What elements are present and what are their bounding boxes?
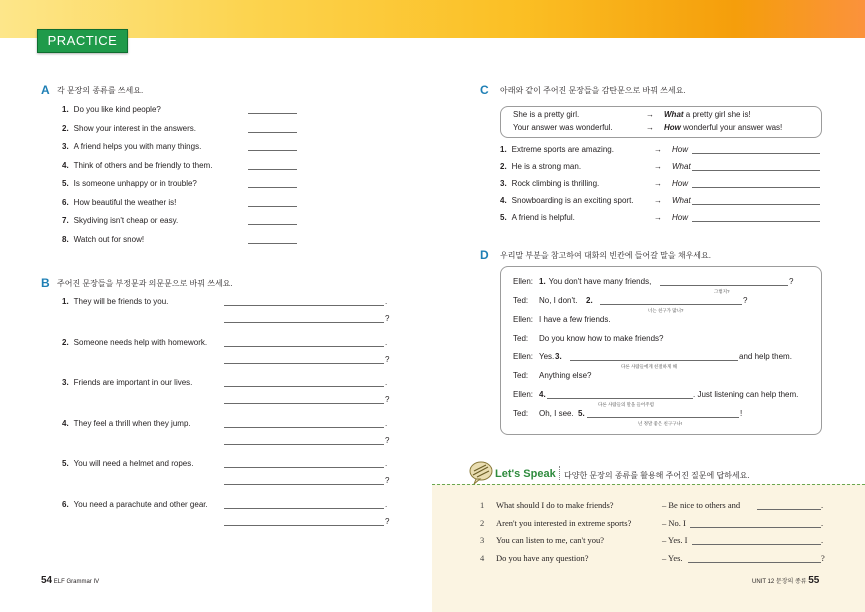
item-text: Rock climbing is thrilling.	[511, 179, 600, 188]
dialogue-text	[539, 277, 651, 286]
item-text: Is someone unhappy or in trouble?	[73, 179, 197, 188]
speak-end: .	[821, 517, 824, 528]
line-text: Yes.	[539, 352, 555, 361]
question-blank[interactable]	[224, 403, 384, 404]
section-a-item	[62, 142, 201, 151]
section-a-item	[62, 198, 176, 207]
lets-speak-label: Let's Speak	[495, 468, 556, 480]
section-b-item	[62, 419, 191, 428]
section-c-item	[500, 213, 575, 222]
section-a-item	[62, 235, 144, 244]
answer-blank[interactable]	[692, 153, 820, 154]
example-answer-rest: wonderful your answer was!	[680, 123, 783, 132]
arrow-icon: →	[654, 145, 662, 154]
blank-number: 4.	[539, 390, 546, 399]
period: .	[385, 378, 388, 387]
lets-speak-instruction: 다양한 문장의 종류를 활용해 주어진 질문에 답하세요.	[564, 471, 750, 480]
speaker-name: Ted:	[513, 334, 529, 343]
question-blank[interactable]	[224, 484, 384, 485]
answer-blank[interactable]	[248, 243, 297, 244]
example-sentence: She is a pretty girl.	[513, 110, 580, 119]
blank-number: 3.	[555, 352, 562, 361]
negative-blank[interactable]	[224, 305, 384, 306]
arrow-icon: →	[654, 179, 662, 188]
item-text: Do you like kind people?	[73, 105, 161, 114]
answer-blank[interactable]	[248, 206, 297, 207]
negative-blank[interactable]	[224, 386, 384, 387]
line-end: . Just listening can help them.	[693, 390, 799, 399]
item-number: 7.	[62, 216, 69, 225]
section-d-instruction: 우리말 부분을 참고하여 대화의 빈칸에 들어갈 말을 채우세요.	[500, 251, 711, 260]
section-c-item	[500, 196, 634, 205]
section-d-letter: D	[480, 248, 489, 262]
section-c-letter: C	[480, 83, 489, 97]
question-blank[interactable]	[224, 363, 384, 364]
item-text: Think of others and be friendly to them.	[73, 160, 213, 170]
speak-question: You can listen to me, can't you?	[496, 535, 605, 545]
example-answer-rest: a pretty girl she is!	[683, 110, 751, 119]
item-text: Skydiving isn't cheap or easy.	[73, 216, 179, 225]
question-blank[interactable]	[224, 322, 384, 323]
section-a-item	[62, 161, 212, 170]
section-b-item	[62, 297, 168, 306]
item-text: Watch out for snow!	[73, 234, 145, 244]
line-text: Anything else?	[539, 371, 592, 380]
item-text: He is a strong man.	[511, 162, 582, 171]
line-end: ?	[789, 277, 794, 286]
korean-hint: 다른 사람들의 말을 들어주렴	[598, 402, 654, 407]
question-mark: ?	[385, 516, 390, 526]
item-number: 3.	[500, 179, 507, 188]
line-text: Do you know how to make friends?	[539, 334, 664, 343]
question-mark: ?	[385, 314, 390, 323]
item-text: How beautiful the weather is!	[73, 197, 177, 207]
period: .	[385, 418, 388, 428]
question-mark: ?	[385, 354, 390, 364]
answer-blank[interactable]	[248, 169, 297, 170]
question-mark: ?	[385, 435, 390, 445]
period: .	[385, 297, 388, 306]
negative-blank[interactable]	[224, 346, 384, 347]
answer-lead-word: How	[672, 145, 689, 154]
speak-end: .	[821, 535, 824, 545]
section-c-item	[500, 145, 614, 154]
answer-blank[interactable]	[692, 221, 820, 222]
item-number: 1.	[62, 105, 69, 114]
speaker-name: Ted:	[513, 371, 529, 380]
answer-blank[interactable]	[248, 224, 297, 225]
item-text: A friend helps you with many things.	[73, 142, 202, 151]
item-number: 5.	[62, 179, 69, 188]
item-text: Friends are important in our lives.	[73, 378, 193, 387]
item-text: They feel a thrill when they jump.	[73, 418, 191, 428]
arrow-icon: →	[654, 162, 662, 171]
negative-blank[interactable]	[224, 427, 384, 428]
footer-left	[41, 575, 99, 586]
speak-answer-blank[interactable]	[757, 509, 821, 510]
item-number: 5.	[500, 213, 507, 222]
section-b-item	[62, 459, 193, 468]
speak-question: Aren't you interested in extreme sports?	[496, 517, 632, 528]
speak-item-number: 3	[480, 535, 485, 545]
speaker-name: Ellen:	[513, 315, 534, 324]
section-c-item	[500, 162, 581, 171]
left-page-number: 54	[41, 575, 53, 586]
item-number: 4.	[62, 418, 69, 428]
period: .	[385, 337, 388, 347]
dialogue-blank[interactable]	[570, 360, 738, 361]
question-mark: ?	[385, 476, 390, 485]
negative-blank[interactable]	[224, 467, 384, 468]
section-b-instruction: 주어진 문장들을 부정문과 의문문으로 바꿔 쓰세요.	[57, 279, 233, 288]
line-text: I have a few friends.	[539, 315, 611, 324]
example-answer	[664, 123, 782, 132]
korean-hint: 그렇지?	[714, 289, 730, 294]
lets-speak-separator	[559, 466, 560, 480]
blank-number: 1.	[539, 277, 546, 286]
speaker-name: Ted:	[513, 296, 529, 305]
speak-question: Do you have any question?	[496, 552, 589, 563]
right-page-number: 55	[808, 575, 820, 586]
answer-lead-word: What	[672, 162, 691, 171]
answer-blank[interactable]	[692, 170, 820, 171]
top-banner	[0, 0, 865, 38]
section-b-item	[62, 378, 192, 387]
speak-answer-blank[interactable]	[692, 544, 821, 545]
line-end: and help them.	[739, 352, 792, 361]
example-answer	[664, 110, 751, 119]
answer-blank[interactable]	[692, 187, 820, 188]
period: .	[385, 459, 388, 468]
arrow-icon: →	[654, 196, 662, 205]
speak-end: .	[821, 500, 824, 510]
blank-number: 2.	[586, 296, 593, 305]
speak-answer-lead: – Be nice to others and	[662, 500, 741, 510]
answer-blank[interactable]	[248, 132, 297, 133]
negative-blank[interactable]	[224, 508, 384, 509]
line-end: !	[740, 409, 743, 418]
arrow-icon: →	[646, 110, 654, 119]
section-a-item	[62, 105, 161, 114]
question-mark: ?	[385, 395, 390, 404]
item-number: 3.	[62, 378, 69, 387]
arrow-icon: →	[654, 213, 662, 222]
item-text: A friend is helpful.	[511, 213, 575, 222]
left-footer-label: ELF Grammar IV	[53, 579, 100, 585]
section-c-item	[500, 179, 599, 188]
answer-lead-word: How	[672, 213, 689, 222]
section-c-instruction: 아래와 같이 주어진 문장들을 감탄문으로 바꿔 쓰세요.	[500, 86, 686, 95]
dialogue-blank[interactable]	[547, 398, 693, 399]
answer-lead-word: What	[672, 196, 691, 205]
speak-answer-blank[interactable]	[688, 562, 821, 563]
speak-question: What should I do to make friends?	[496, 500, 614, 510]
dialogue-blank[interactable]	[660, 285, 788, 286]
speak-answer-lead: – Yes. I	[662, 535, 688, 545]
line-text: No, I don't.	[539, 296, 578, 305]
speak-answer-blank[interactable]	[690, 527, 821, 528]
section-a-letter: A	[41, 83, 50, 97]
speaker-name: Ellen:	[513, 352, 534, 361]
speak-end: ?	[821, 552, 825, 563]
item-number: 1.	[500, 145, 507, 154]
practice-badge: PRACTICE	[37, 29, 128, 53]
item-number: 4.	[62, 160, 69, 170]
speak-item-number: 1	[480, 500, 485, 510]
question-blank[interactable]	[224, 444, 384, 445]
item-number: 3.	[62, 142, 69, 151]
item-text: You will need a helmet and ropes.	[73, 459, 194, 468]
right-footer-label: UNIT 12 문장의 종류	[752, 579, 807, 585]
speaker-name: Ellen:	[513, 390, 534, 399]
question-blank[interactable]	[224, 525, 384, 526]
period: .	[385, 499, 388, 509]
item-text: Extreme sports are amazing.	[511, 145, 614, 154]
example-answer-lead: How	[664, 123, 681, 132]
line-text: You don't have many friends,	[548, 277, 652, 286]
section-b-item	[62, 338, 207, 347]
korean-hint: 다른 사람들에게 친절하게 해	[621, 364, 677, 369]
korean-hint: 너는 친구가 많니?	[648, 308, 684, 313]
section-b-item	[62, 500, 208, 509]
blank-number: 5.	[578, 409, 585, 418]
section-a-item	[62, 216, 178, 225]
answer-lead-word: How	[672, 179, 689, 188]
item-text: Show your interest in the answers.	[73, 123, 196, 133]
item-number: 6.	[62, 197, 69, 207]
line-end: ?	[743, 296, 748, 305]
footer-right	[752, 575, 819, 586]
speak-item-number: 2	[480, 517, 485, 528]
answer-blank[interactable]	[692, 204, 820, 205]
answer-blank[interactable]	[248, 187, 297, 188]
item-number: 4.	[500, 196, 507, 205]
speech-bubble-icon	[468, 459, 494, 487]
section-a-item	[62, 179, 197, 188]
lets-speak-divider	[432, 484, 865, 485]
item-number: 2.	[62, 123, 69, 133]
item-number: 1.	[62, 297, 69, 306]
example-answer-lead: What	[664, 110, 684, 119]
line-text: Oh, I see.	[539, 409, 574, 418]
section-a-item	[62, 124, 196, 133]
answer-blank[interactable]	[248, 113, 297, 114]
speak-item-number: 4	[480, 552, 485, 563]
item-text: Someone needs help with homework.	[73, 337, 208, 347]
example-sentence: Your answer was wonderful.	[513, 123, 613, 132]
speak-answer-lead: – No. I	[662, 517, 686, 528]
section-b-letter: B	[41, 276, 50, 290]
arrow-icon: →	[646, 123, 654, 132]
item-text: Snowboarding is an exciting sport.	[511, 196, 634, 205]
korean-hint: 넌 정말 좋은 친구구나!	[638, 421, 683, 426]
dialogue-blank[interactable]	[587, 417, 739, 418]
item-number: 5.	[62, 459, 69, 468]
speaker-name: Ted:	[513, 409, 529, 418]
item-text: You need a parachute and other gear.	[73, 499, 208, 509]
item-number: 6.	[62, 499, 69, 509]
answer-blank[interactable]	[248, 150, 297, 151]
speak-answer-lead: – Yes.	[662, 552, 683, 563]
item-number: 2.	[62, 337, 69, 347]
item-text: They will be friends to you.	[73, 297, 169, 306]
dialogue-blank[interactable]	[600, 304, 742, 305]
item-number: 2.	[500, 162, 507, 171]
item-number: 8.	[62, 234, 69, 244]
speaker-name: Ellen:	[513, 277, 534, 286]
section-a-instruction: 각 문장의 종류를 쓰세요.	[57, 86, 144, 95]
